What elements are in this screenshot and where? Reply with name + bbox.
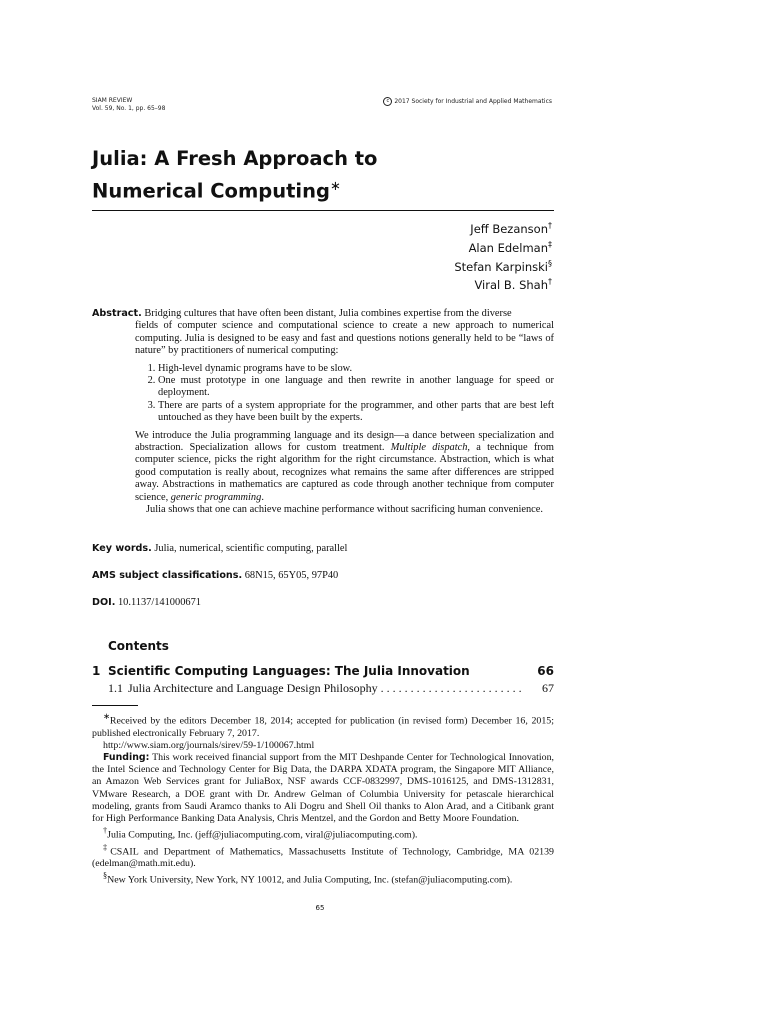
- keywords-value: Julia, numerical, scientific computing, parallel: [154, 543, 348, 554]
- keywords-label: Key words.: [92, 543, 152, 554]
- footnote-section: §New York University, New York, NY 10012, and Julia Computing, Inc. (stefan@juliacomputing.com).: [103, 871, 513, 886]
- doi-value[interactable]: 10.1137/141000671: [117, 597, 201, 608]
- author-list: [454, 218, 552, 293]
- abstract-first-line: Bridging cultures that have often been distant, Julia combines expertise from the diverse: [144, 308, 512, 319]
- title-line-2: Numerical Computing: [92, 179, 330, 203]
- footnote-dagger: †Julia Computing, Inc. (jeff@juliacomputing.com, viral@juliacomputing.com).: [103, 826, 418, 841]
- keywords-line: [92, 543, 347, 554]
- toc-number: 1: [92, 664, 101, 678]
- footnote-funding: Funding: This work received financial support from the MIT Deshpande Center for Technological Innovation, the Intel Science and Technology Center for Big Data, the DARPA XDATA program, the Singapore MIT Alliance, an Amazon Web Services grant for JuliaBox, NSF awards CCF-0832997, DMS-1016125, and DMS-1312831, VMware Research, a DOE grant with Dr. Andrew Gelman of Columbia University for petascale hierarchical modeling, grants from Saudi Aramco thanks to Ali Dogru and Shell Oil thanks to Alon Arad, and a Citibank grant for High Performance Banking Data Analysis, Chris Mentzel, and the Gordon and Betty Moore Foundation.: [92, 751, 554, 824]
- footnote-received: ∗Received by the editors December 18, 2014; accepted for publication (in revised form) December 16, 2015; published electronically February 7, 2017.: [92, 712, 554, 739]
- page-number: 65: [315, 904, 325, 912]
- toc-page: 66: [537, 664, 554, 678]
- author: Alan Edelman‡: [468, 239, 552, 255]
- list-item: 1. High-level dynamic programs have to be slow.: [158, 363, 554, 375]
- list-item: 3. There are parts of a system appropriate for the programmer, and other parts that are best left untouched as they have been built by the experts.: [158, 400, 554, 425]
- toc-page: 67: [542, 681, 554, 695]
- contents-heading: Contents: [108, 639, 169, 653]
- journal-name: SIAM REVIEW: [92, 97, 133, 104]
- journal-header: [92, 97, 165, 113]
- abstract-label: Abstract.: [92, 308, 142, 319]
- author: Jeff Bezanson†: [470, 221, 552, 236]
- ams-line: [92, 570, 338, 581]
- copyright-icon: c: [383, 97, 392, 106]
- toc-title: Julia Architecture and Language Design Philosophy . . . . . . . . . . . . . . . . . . . . . . . .: [128, 681, 522, 695]
- toc-entry[interactable]: [92, 681, 554, 696]
- doi-label: DOI.: [92, 597, 116, 608]
- author: Viral B. Shah†: [474, 277, 552, 293]
- footnote-rule: [92, 705, 138, 706]
- title-footnote-mark: ∗: [329, 179, 341, 194]
- ams-label: AMS subject classifications.: [92, 570, 243, 581]
- doi-line: [92, 597, 201, 608]
- footnote-ddagger: ‡CSAIL and Department of Mathematics, Massachusetts Institute of Technology, Cambridge, MA 02139 (edelman@math.mit.edu).: [92, 842, 554, 870]
- ams-value: 68N15, 65Y05, 97P40: [244, 570, 339, 581]
- list-item: 2. One must prototype in one language and then rewrite in another language for speed or deployment.: [158, 375, 554, 400]
- paper-title: [92, 145, 377, 206]
- footnotes: [92, 711, 554, 887]
- title-rule: [92, 210, 554, 211]
- abstract: [92, 308, 554, 517]
- toc-title: Scientific Computing Languages: The Julia Innovation: [108, 664, 470, 678]
- toc-entry[interactable]: [92, 664, 554, 678]
- abstract-paragraph-3: Julia shows that one can achieve machine performance without sacrificing human convenience.: [146, 504, 544, 516]
- copyright-text: 2017 Society for Industrial and Applied Mathematics: [394, 98, 552, 105]
- abstract-intro: fields of computer science and computational science to create a new approach to numerical computing. Julia is designed to be easy and fast and questions notions generally held to be “laws of nature” by practitioners of numerical computing:: [135, 320, 554, 357]
- title-line-1: Julia: A Fresh Approach to: [92, 147, 378, 170]
- footnote-url[interactable]: http://www.siam.org/journals/sirev/59-1/100067.html: [103, 739, 315, 751]
- abstract-paragraph-2: We introduce the Julia programming language and its design—a dance between specialization and abstraction. Specialization allows for custom treatment. Multiple dispatch, a technique from computer science, picks the right algorithm for the right circumstance. Abstraction, which is what good computation is really about, recognizes what remains the same after differences are stripped away. Abstractions in mathematics are captured as code through another technique from computer science, generic programming.: [135, 429, 555, 503]
- abstract-list: [135, 363, 554, 425]
- toc-leader-dots: . . . . . . . . . . . . . . . . . . . . . . . .: [377, 681, 522, 695]
- toc-number: 1.1: [108, 681, 123, 695]
- author: Stefan Karpinski§: [454, 258, 552, 274]
- copyright-line: [383, 97, 552, 106]
- journal-volume: Vol. 59, No. 1, pp. 65–98: [92, 105, 166, 112]
